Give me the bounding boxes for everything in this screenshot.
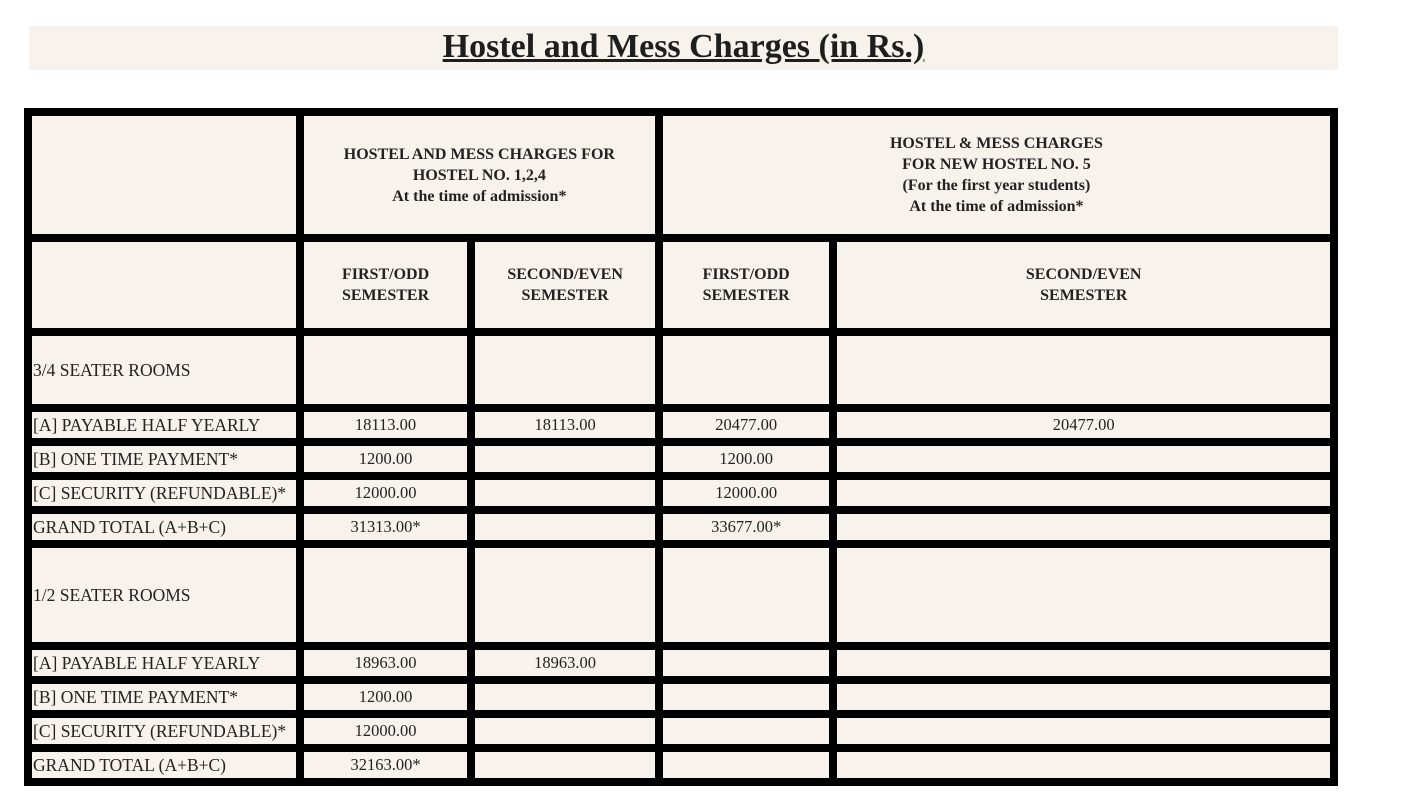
cell-h124-odd: 1200.00: [304, 446, 468, 472]
row-label: [C] SECURITY (REFUNDABLE)*: [32, 480, 296, 506]
section-blank-cell: [837, 336, 1330, 404]
cell-h5-odd: [663, 752, 830, 778]
section-row: [32, 548, 1330, 642]
cell-h124-odd: 18113.00: [304, 412, 468, 438]
cell-h5-odd: [663, 684, 830, 710]
header-hostel-5-line3: (For the first year students): [902, 177, 1091, 194]
section-label: 3/4 SEATER ROOMS: [32, 336, 296, 404]
section-blank-cell: [475, 548, 655, 642]
sem-odd-line2: SEMESTER: [702, 287, 790, 304]
cell-h5-odd: [663, 650, 830, 676]
cell-h124-odd: 12000.00: [304, 718, 468, 744]
cell-h124-odd: 12000.00: [304, 480, 468, 506]
title-band: [29, 26, 1338, 70]
sem-odd-line1: FIRST/ODD: [702, 266, 790, 283]
page-title: Hostel and Mess Charges (in Rs.): [442, 28, 925, 65]
cell-h5-even: 20477.00: [837, 412, 1330, 438]
cell-h5-odd: 33677.00*: [663, 514, 830, 540]
header-h124-even: [475, 242, 655, 328]
table-row: [32, 446, 1330, 472]
cell-h124-even: [475, 514, 655, 540]
cell-h124-even: [475, 718, 655, 744]
table-row: [32, 514, 1330, 540]
header-row-groups: [32, 116, 1330, 234]
table-row: [32, 650, 1330, 676]
section-row: [32, 336, 1330, 404]
sem-even-line1: SECOND/EVEN: [1025, 266, 1142, 283]
header-hostel-124-line1: HOSTEL AND MESS CHARGES FOR: [343, 145, 615, 163]
cell-h124-odd: 18963.00: [304, 650, 468, 676]
sem-even-line2: SEMESTER: [521, 287, 609, 304]
cell-h124-even: [475, 480, 655, 506]
header-blank-cell: [32, 242, 296, 328]
row-label: GRAND TOTAL (A+B+C): [32, 752, 296, 778]
cell-h5-even: [837, 514, 1330, 540]
cell-h5-even: [837, 480, 1330, 506]
header-hostel-124-line3: At the time of admission*: [392, 187, 567, 205]
cell-h5-odd: 20477.00: [663, 412, 830, 438]
cell-h5-odd: 1200.00: [663, 446, 830, 472]
row-label: [B] ONE TIME PAYMENT*: [32, 446, 296, 472]
row-label: GRAND TOTAL (A+B+C): [32, 514, 296, 540]
row-label: [A] PAYABLE HALF YEARLY: [32, 412, 296, 438]
row-label: [C] SECURITY (REFUNDABLE)*: [32, 718, 296, 744]
sem-odd-line1: FIRST/ODD: [342, 266, 430, 283]
sem-odd-line2: SEMESTER: [341, 287, 430, 304]
table-row: [32, 752, 1330, 778]
header-blank-cell: [32, 116, 296, 234]
header-hostel-124: [304, 116, 655, 234]
cell-h5-even: [837, 446, 1330, 472]
cell-h124-even: [475, 684, 655, 710]
row-label: [B] ONE TIME PAYMENT*: [32, 684, 296, 710]
header-h5-odd: [663, 242, 830, 328]
table-row: [32, 412, 1330, 438]
cell-h5-odd: 12000.00: [663, 480, 830, 506]
cell-h124-even: [475, 752, 655, 778]
cell-h5-even: [837, 650, 1330, 676]
section-blank-cell: [304, 548, 468, 642]
header-hostel-5: [663, 116, 1330, 234]
header-hostel-124-line2: HOSTEL NO. 1,2,4: [412, 166, 546, 184]
cell-h124-even: 18113.00: [475, 412, 655, 438]
section-blank-cell: [304, 336, 468, 404]
cell-h5-even: [837, 684, 1330, 710]
cell-h124-odd: 32163.00*: [304, 752, 468, 778]
cell-h124-even: 18963.00: [475, 650, 655, 676]
charges-table-frame: [24, 108, 1338, 786]
cell-h5-even: [837, 752, 1330, 778]
section-blank-cell: [663, 336, 830, 404]
cell-h5-odd: [663, 718, 830, 744]
section-blank-cell: [475, 336, 655, 404]
section-blank-cell: [663, 548, 830, 642]
sem-even-line1: SECOND/EVEN: [507, 266, 623, 283]
table-row: [32, 718, 1330, 744]
cell-h124-odd: 31313.00*: [304, 514, 468, 540]
cell-h5-even: [837, 718, 1330, 744]
table-row: [32, 684, 1330, 710]
header-hostel-5-line2: FOR NEW HOSTEL NO. 5: [902, 156, 1091, 173]
cell-h124-even: [475, 446, 655, 472]
section-blank-cell: [837, 548, 1330, 642]
charges-table: [24, 108, 1338, 786]
cell-h124-odd: 1200.00: [304, 684, 468, 710]
section-label: 1/2 SEATER ROOMS: [32, 548, 296, 642]
header-row-semesters: [32, 242, 1330, 328]
header-hostel-5-line4: At the time of admission*: [909, 198, 1084, 215]
sem-even-line2: SEMESTER: [1040, 287, 1128, 304]
header-hostel-5-line1: HOSTEL & MESS CHARGES: [889, 135, 1103, 152]
header-h124-odd: [304, 242, 468, 328]
header-h5-even: [837, 242, 1330, 328]
row-label: [A] PAYABLE HALF YEARLY: [32, 650, 296, 676]
table-row: [32, 480, 1330, 506]
